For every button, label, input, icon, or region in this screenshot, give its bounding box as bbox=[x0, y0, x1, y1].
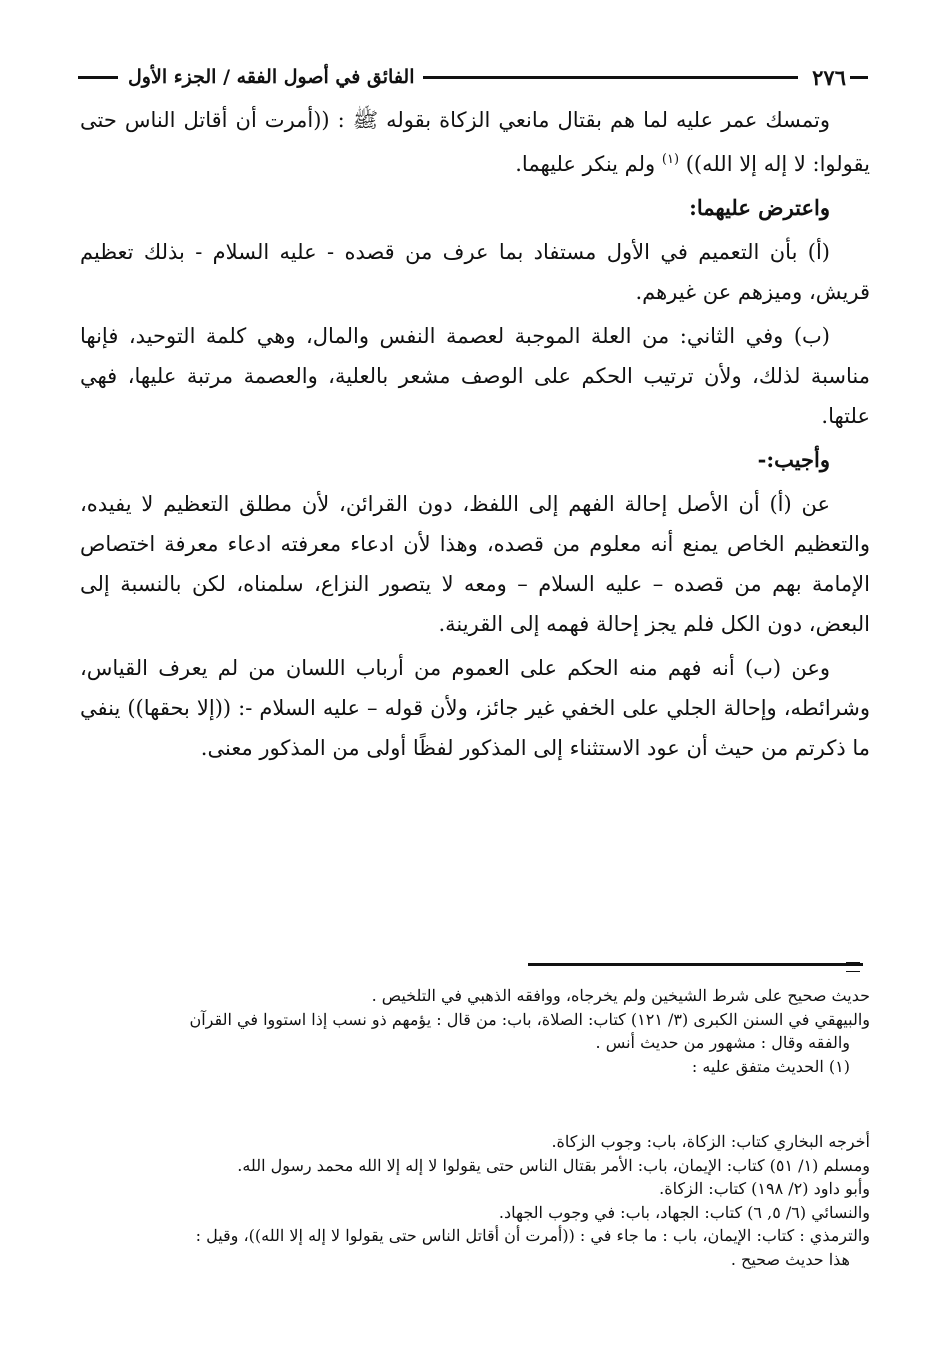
footnotes-hadith-sources bbox=[80, 1130, 870, 1271]
footnote-reference: (١) bbox=[661, 152, 680, 167]
paragraph-1-text: وتمسك عمر عليه لما هم بقتال مانعي الزكاة بقوله ﷺ : ((أمرت أن أقاتل الناس حتى يقولوا: لا إله إلا الله)) bbox=[80, 108, 870, 176]
paragraph-1-tail: ولم ينكر عليهما. bbox=[515, 152, 662, 176]
header-rule-middle bbox=[423, 76, 799, 79]
footnote-line: أخرجه البخاري كتاب: الزكاة، باب: وجوب الزكاة. bbox=[551, 1132, 870, 1151]
footnote-line: حديث صحيح على شرط الشيخين ولم يخرجاه، ووافقه الذهبي في التلخيص . bbox=[371, 986, 870, 1005]
paragraph-1 bbox=[80, 100, 870, 184]
paragraph-4: عن (أ) أن الأصل إحالة الفهم إلى اللفظ، دون القرائن، لأن مطلق التعظيم لا يفيده، والتعظيم الخاص يمنع أنه معلوم من قصده، وهذا لأن ادعاء معرفته ادعاء معرفة اختصاص الإمامة بهم من قصده – عليه السلام – ومعه لا يتصور النزاع، سلمناه، لكن بالنسبة إلى البعض، دون الكل فلم يجز إحالة فهمه إلى القرينة. bbox=[80, 492, 870, 636]
heading-objection: واعترض عليهما: bbox=[689, 195, 830, 220]
footnote-line: والترمذي : كتاب: الإيمان، باب : ما جاء في : ((أمرت أن أقاتل الناس حتى يقولوا لا إله إلا الله))، وقيل : bbox=[195, 1226, 870, 1245]
footnote-separator bbox=[528, 963, 863, 966]
header-rule-end bbox=[78, 76, 118, 79]
paragraph-2: (أ) بأن التعميم في الأول مستفاد بما عرف من قصده - عليه السلام - بذلك تعظيم قريش، وميزهم عن غيرهم. bbox=[80, 240, 870, 304]
header-rule-start bbox=[850, 76, 868, 79]
paragraph-3: (ب) وفي الثاني: من العلة الموجبة لعصمة النفس والمال، وهي كلمة التوحيد، فإنها مناسبة لذلك، ولأن ترتيب الحكم على الوصف مشعر بالعلية، والعصمة مرتبة عليها، فهي علتها. bbox=[80, 324, 870, 428]
book-title: الفائق في أصول الفقه / الجزء الأول bbox=[128, 66, 415, 88]
footnote-line: والفقه وقال : مشهور من حديث أنس . bbox=[595, 1033, 850, 1052]
running-header bbox=[78, 62, 868, 92]
footnote-line: ومسلم (١/ ٥١) كتاب: الإيمان، باب: الأمر بقتال الناس حتى يقولوا لا إله إلا الله محمد رسول الله. bbox=[237, 1155, 870, 1175]
footnote-line: والبيهقي في السنن الكبرى (٣/ ١٢١) كتاب: الصلاة، باب: من قال : يؤمهم ذو نسب إذا استووا في القرآن bbox=[189, 1009, 870, 1029]
footnote-line: هذا حديث صحيح . bbox=[730, 1249, 850, 1269]
paragraph-5: وعن (ب) أنه فهم منه الحكم على العموم من أرباب اللسان من لم يعرف القياس، وشرائطه، وإحالة الجلي على الخفي غير جائز، ولأن قوله – عليه السلام -: ((إلا بحقها)) ينفي ما ذكرتم من حيث أن عود الاستثناء إلى المذكور لفظًا أولى من المذكور معنى. bbox=[80, 656, 870, 760]
main-text bbox=[80, 100, 870, 772]
footnote-line: وأبو داود (٢/ ١٩٨) كتاب: الزكاة. bbox=[659, 1179, 870, 1198]
heading-answer: وأجيب:- bbox=[757, 447, 830, 472]
footnote-separator-mark bbox=[846, 962, 860, 972]
footnotes-continued bbox=[80, 984, 870, 1078]
page-number: ٢٧٦ bbox=[812, 64, 846, 90]
footnote-line: والنسائي (٦/ ٥, ٦) كتاب: الجهاد، باب: في وجوب الجهاد. bbox=[498, 1202, 870, 1222]
footnote-line: (١) الحديث متفق عليه : bbox=[691, 1056, 850, 1076]
